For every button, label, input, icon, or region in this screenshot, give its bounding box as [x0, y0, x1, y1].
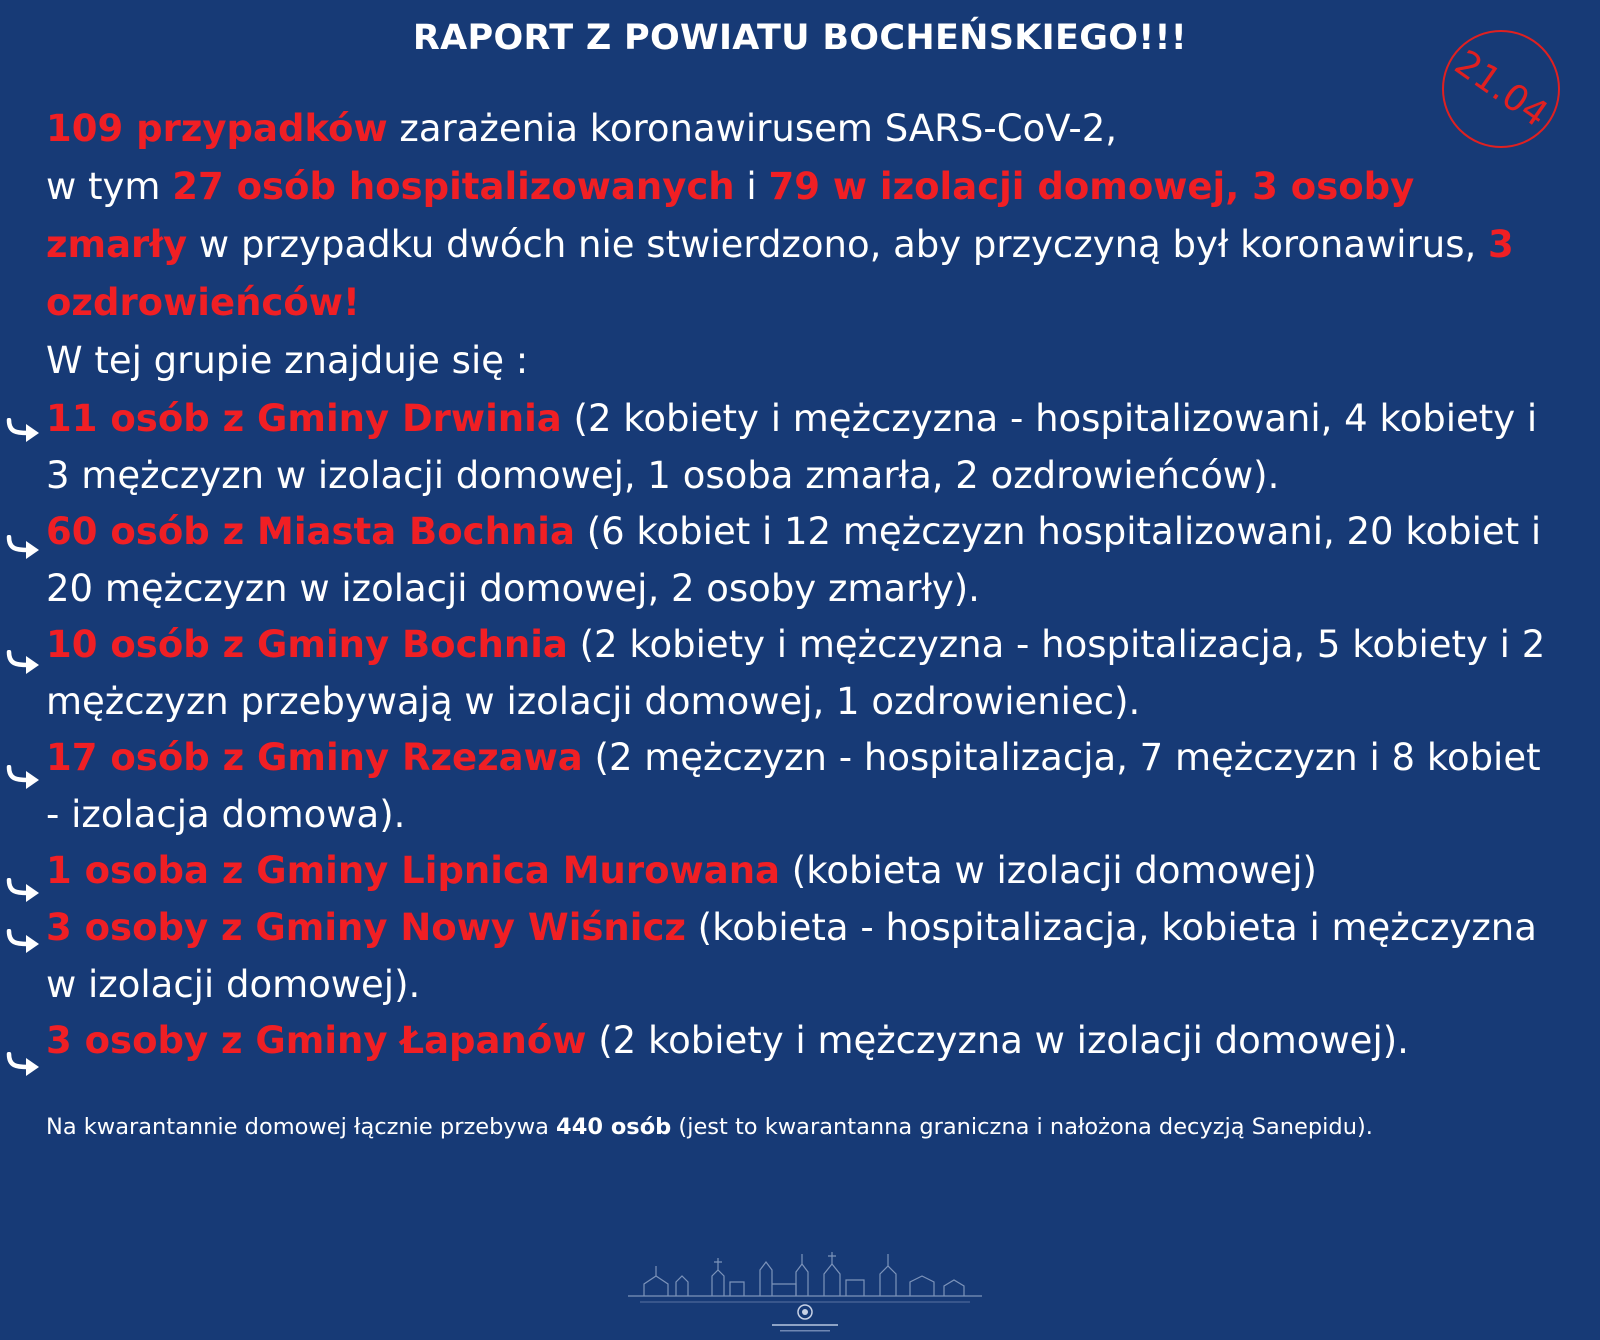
curved-arrow-right-icon [4, 765, 44, 789]
curved-arrow-right-icon [4, 418, 44, 442]
group-detail: (kobieta w izolacji domowej) [780, 849, 1317, 892]
group-detail: (2 mężczyzn - hospitalizacja, 7 mężczyzn i 8 kobiet - izolacja domowa). [46, 736, 1541, 836]
group-detail: (2 kobiety i mężczyzna - hospitalizowani, 4 kobiety i 3 mężczyzn w izolacji domowej, 1 osoba zmarła, 2 ozdrowieńców). [46, 397, 1538, 497]
list-item [0, 1012, 1556, 1069]
deaths-note: w przypadku dwóch nie stwierdzono, aby przyczyną był koronawirus, [187, 223, 1489, 266]
report-title: RAPORT Z POWIATU BOCHEŃSKIEGO!!! [412, 18, 1188, 58]
and-text: i [734, 165, 769, 208]
group-detail: (kobieta - hospitalizacja, kobieta i mężczyzna w izolacji domowej). [46, 906, 1537, 1006]
curved-arrow-right-icon [4, 650, 44, 674]
group-detail: (2 kobiety i mężczyzna w izolacji domowej). [586, 1019, 1409, 1062]
hospitalized-count: 27 osób hospitalizowanych [172, 165, 735, 208]
group-highlight: 10 osób z Gminy Bochnia [46, 623, 568, 666]
curved-arrow-right-icon [4, 1052, 44, 1076]
list-item [0, 729, 1556, 842]
list-item [0, 842, 1556, 899]
intro-paragraph [46, 100, 1526, 390]
recovered-count: 3 ozdrowieńców! [46, 223, 1514, 324]
list-item [0, 899, 1556, 1012]
date-stamp-text: 21.04 [1447, 42, 1555, 136]
in-that-text: w tym [46, 165, 173, 208]
group-highlight: 3 osoby z Gminy Nowy Wiśnicz [46, 906, 686, 949]
group-highlight: 11 osób z Gminy Drwinia [46, 397, 562, 440]
total-cases: 109 przypadków [46, 107, 388, 150]
group-intro: W tej grupie znajduje się : [46, 339, 529, 382]
total-cases-rest: zarażenia koronawirusem SARS-CoV-2, [387, 107, 1117, 150]
quarantine-note [46, 1110, 1506, 1144]
intro-summary [46, 100, 1526, 332]
group-highlight: 17 osób z Gminy Rzezawa [46, 736, 583, 779]
group-detail: (6 kobiet i 12 mężczyzn hospitalizowani, 20 kobiet i 20 mężczyzn w izolacji domowej, 2 osoby zmarły). [46, 510, 1542, 610]
curved-arrow-right-icon [4, 929, 44, 953]
quarantine-note-after: (jest to kwarantanna graniczna i nałożona decyzją Sanepidu). [671, 1114, 1373, 1140]
group-highlight: 3 osoby z Gminy Łapanów [46, 1019, 587, 1062]
list-item [0, 390, 1556, 503]
list-item [0, 616, 1556, 729]
quarantine-count: 440 osób [556, 1114, 672, 1140]
municipality-list [0, 390, 1600, 1069]
group-highlight: 60 osób z Miasta Bochnia [46, 510, 575, 553]
powiat-logo [620, 1236, 990, 1340]
curved-arrow-right-icon [4, 535, 44, 559]
group-highlight: 1 osoba z Gminy Lipnica Murowana [46, 849, 781, 892]
list-item [0, 503, 1556, 616]
isolation-deaths-count: 79 w izolacji domowej, 3 osoby zmarły [46, 165, 1415, 266]
group-detail: (2 kobiety i mężczyzna - hospitalizacja, 5 kobiety i 2 mężczyzn przebywają w izolacji domowej, 1 ozdrowieniec). [46, 623, 1546, 723]
quarantine-note-before: Na kwarantannie domowej łącznie przebywa [46, 1114, 557, 1140]
